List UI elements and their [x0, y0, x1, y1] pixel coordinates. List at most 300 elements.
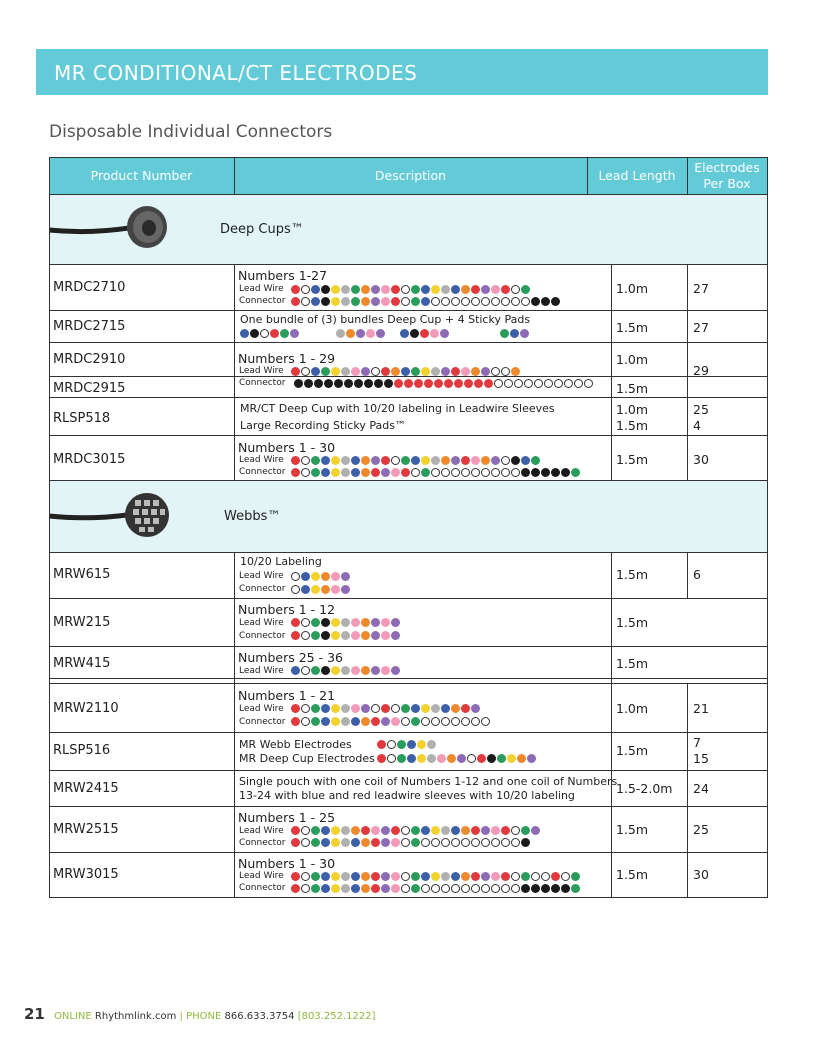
- color-dot: [511, 285, 520, 294]
- color-dot: [301, 717, 310, 726]
- color-dot: [331, 618, 340, 627]
- color-dot: [441, 704, 450, 713]
- lead-wire-color-dots: [291, 825, 540, 835]
- color-dot: [481, 367, 490, 376]
- color-dot: [321, 367, 330, 376]
- color-dot: [371, 872, 380, 881]
- lead-length: 1.5-2.0m: [616, 781, 673, 796]
- color-dot: [451, 838, 460, 847]
- row-line-1: MR Webb Electrodes: [239, 738, 352, 751]
- color-dot: [371, 666, 380, 675]
- product-number: MRDC2715: [53, 319, 126, 334]
- table-rule: [49, 897, 768, 898]
- connector-color-dots: [294, 378, 593, 388]
- color-dot: [371, 285, 380, 294]
- row-title: One bundle of (3) bundles Deep Cup + 4 Sticky Pads: [240, 313, 531, 326]
- color-dot: [291, 468, 300, 477]
- color-dot: [321, 704, 330, 713]
- color-dot: [301, 285, 310, 294]
- product-number: RLSP518: [53, 411, 111, 426]
- table-rule: [611, 264, 612, 480]
- color-dot: [301, 872, 310, 881]
- header-description: Description: [374, 168, 447, 183]
- color-dot: [471, 285, 480, 294]
- color-dot: [311, 666, 320, 675]
- connector-color-dots: [291, 467, 580, 477]
- color-dot: [521, 884, 530, 893]
- color-dot: [521, 285, 530, 294]
- table-rule: [49, 770, 768, 771]
- color-dot: [341, 468, 350, 477]
- color-dot: [514, 379, 523, 388]
- color-dot: [301, 585, 310, 594]
- color-dot: [481, 717, 490, 726]
- color-dot: [301, 367, 310, 376]
- color-dot: [411, 704, 420, 713]
- section-label-webbs: Webbs™: [224, 509, 281, 524]
- electrodes-per-box: 6: [693, 567, 701, 582]
- header-lead-length: Lead Length: [598, 168, 676, 183]
- color-dot: [500, 329, 509, 338]
- color-dot: [521, 872, 530, 881]
- electrodes-per-box: 30: [693, 452, 709, 467]
- color-dot: [397, 740, 406, 749]
- color-dot: [441, 717, 450, 726]
- row-title: Numbers 1 - 12: [238, 602, 336, 617]
- color-dot: [511, 468, 520, 477]
- color-dot: [344, 379, 353, 388]
- color-dot: [361, 618, 370, 627]
- color-dot: [427, 740, 436, 749]
- row-title: Numbers 1 - 29: [238, 351, 336, 366]
- color-dot: [487, 754, 496, 763]
- electrodes-per-box: 27: [693, 281, 709, 296]
- color-dot: [341, 717, 350, 726]
- color-dot: [391, 838, 400, 847]
- color-dot: [341, 585, 350, 594]
- color-dot: [391, 297, 400, 306]
- color-dot: [501, 468, 510, 477]
- color-dot: [391, 884, 400, 893]
- color-dot: [291, 456, 300, 465]
- table-rule: [767, 157, 768, 898]
- connector-label: Connector: [239, 717, 286, 727]
- color-dot: [321, 285, 330, 294]
- color-dot: [421, 297, 430, 306]
- page-number: 21: [24, 1005, 45, 1023]
- electrodes-per-box: 25: [693, 822, 709, 837]
- color-dot: [541, 872, 550, 881]
- color-dot: [354, 379, 363, 388]
- table-rule: [587, 157, 588, 194]
- color-dot: [401, 285, 410, 294]
- table-rule: [234, 264, 235, 480]
- color-dot: [371, 367, 380, 376]
- color-dot: [311, 838, 320, 847]
- color-dot: [381, 468, 390, 477]
- color-dot: [461, 468, 470, 477]
- table-rule: [687, 683, 688, 897]
- lead-wire-color-dots: [291, 871, 580, 881]
- color-dot: [331, 297, 340, 306]
- electrodes-per-box: 29: [693, 363, 709, 378]
- color-dot: [421, 872, 430, 881]
- color-dot: [481, 872, 490, 881]
- color-dot: [531, 872, 540, 881]
- color-dot: [351, 666, 360, 675]
- color-dot: [381, 285, 390, 294]
- lead-wire-color-dots: [291, 284, 530, 294]
- color-dot: [411, 826, 420, 835]
- table-rule: [234, 157, 235, 194]
- color-dot: [270, 329, 279, 338]
- color-dot: [391, 468, 400, 477]
- color-dot: [491, 884, 500, 893]
- color-dot: [491, 838, 500, 847]
- color-dot: [524, 379, 533, 388]
- color-dot: [531, 468, 540, 477]
- lead-wire-label: Lead Wire: [239, 571, 284, 581]
- product-number: MRDC3015: [53, 452, 126, 467]
- color-dot: [301, 631, 310, 640]
- color-dot: [384, 379, 393, 388]
- table-rule: [49, 678, 768, 679]
- product-number: RLSP516: [53, 743, 111, 758]
- color-dot: [471, 717, 480, 726]
- table-rule: [49, 157, 50, 898]
- section-subtitle: Disposable Individual Connectors: [49, 122, 333, 142]
- color-dot: [431, 285, 440, 294]
- connector-color-dots: [291, 630, 400, 640]
- color-dot: [410, 329, 419, 338]
- footer-separator: |: [179, 1011, 183, 1022]
- connector-color-dots: [291, 584, 350, 594]
- color-dot: [461, 872, 470, 881]
- color-dot: [461, 884, 470, 893]
- color-dot: [421, 838, 430, 847]
- color-dot: [341, 285, 350, 294]
- color-dot: [417, 754, 426, 763]
- electrodes-per-box: 27: [693, 320, 709, 335]
- color-dot: [351, 884, 360, 893]
- color-dot: [501, 884, 510, 893]
- color-dot: [401, 704, 410, 713]
- connector-color-dots: [291, 716, 490, 726]
- header-electrodes: [687, 160, 767, 192]
- color-dot: [391, 872, 400, 881]
- color-dot: [376, 329, 385, 338]
- color-dot: [401, 884, 410, 893]
- color-dot: [336, 329, 345, 338]
- webb-color-dots: [377, 739, 436, 749]
- color-dot: [381, 456, 390, 465]
- product-number: MRW3015: [53, 867, 119, 882]
- color-dot: [431, 456, 440, 465]
- color-dot: [294, 379, 303, 388]
- product-number: MRDC2910: [53, 352, 126, 367]
- row-line-1: MR/CT Deep Cup with 10/20 labeling in Leadwire Sleeves: [240, 402, 555, 415]
- color-dot: [461, 456, 470, 465]
- table-rule: [49, 397, 768, 398]
- color-dot: [584, 379, 593, 388]
- color-dot: [541, 297, 550, 306]
- color-dot: [341, 631, 350, 640]
- row-line-2: Large Recording Sticky Pads™: [240, 419, 406, 432]
- color-dot: [321, 468, 330, 477]
- color-dot: [391, 456, 400, 465]
- color-dot: [404, 379, 413, 388]
- color-dot: [521, 297, 530, 306]
- color-dot: [420, 329, 429, 338]
- color-dot: [291, 717, 300, 726]
- lead-wire-label: Lead Wire: [239, 704, 284, 714]
- color-dot: [434, 379, 443, 388]
- color-dot: [321, 826, 330, 835]
- color-dot: [527, 754, 536, 763]
- electrodes-per-box-1: 7: [693, 735, 701, 750]
- color-dot: [414, 379, 423, 388]
- color-dot: [331, 838, 340, 847]
- online-label: ONLINE: [54, 1011, 92, 1022]
- color-dot: [401, 456, 410, 465]
- lead-wire-label: Lead Wire: [239, 666, 284, 676]
- color-dot: [291, 618, 300, 627]
- lead-wire-color-dots: [291, 366, 520, 376]
- color-dot: [501, 285, 510, 294]
- lead-wire-color-dots: [291, 703, 480, 713]
- color-dot: [331, 572, 340, 581]
- color-dot: [411, 717, 420, 726]
- color-dot: [381, 367, 390, 376]
- table-rule: [687, 157, 688, 194]
- color-dot: [351, 631, 360, 640]
- connector-label: Connector: [239, 631, 286, 641]
- color-dot: [451, 884, 460, 893]
- row-title: Numbers 1 - 30: [238, 440, 336, 455]
- website-link[interactable]: Rhythmlink.com: [94, 1011, 177, 1022]
- color-dot: [371, 456, 380, 465]
- color-dot: [461, 704, 470, 713]
- color-dot: [341, 572, 350, 581]
- color-dot: [301, 468, 310, 477]
- color-dot: [441, 456, 450, 465]
- connector-label: Connector: [239, 584, 286, 594]
- color-dot: [361, 631, 370, 640]
- color-dot: [291, 297, 300, 306]
- color-dot: [431, 297, 440, 306]
- color-dot: [441, 872, 450, 881]
- color-dot: [361, 826, 370, 835]
- color-dot: [531, 826, 540, 835]
- color-dot: [471, 456, 480, 465]
- color-dot: [471, 468, 480, 477]
- table-rule: [49, 806, 768, 807]
- color-dot: [501, 297, 510, 306]
- connector-label: Connector: [239, 883, 286, 893]
- color-dot: [440, 329, 449, 338]
- color-dot: [381, 884, 390, 893]
- color-dot: [341, 826, 350, 835]
- color-dot: [481, 826, 490, 835]
- connector-label: Connector: [239, 378, 286, 388]
- color-dot: [571, 884, 580, 893]
- product-number: MRW2515: [53, 822, 119, 837]
- lead-length: 1.5m: [616, 381, 649, 396]
- color-dot: [517, 754, 526, 763]
- color-dot: [341, 872, 350, 881]
- color-dot: [411, 456, 420, 465]
- color-dot: [421, 884, 430, 893]
- color-dot: [351, 297, 360, 306]
- color-dot: [366, 329, 375, 338]
- color-dot: [250, 329, 259, 338]
- color-dot: [554, 379, 563, 388]
- color-dot: [291, 631, 300, 640]
- color-dot: [461, 367, 470, 376]
- color-dot: [391, 717, 400, 726]
- color-dot: [311, 468, 320, 477]
- color-dot: [431, 468, 440, 477]
- page-footer: [24, 1005, 376, 1023]
- color-dot: [381, 826, 390, 835]
- color-dot: [321, 618, 330, 627]
- color-dot: [311, 826, 320, 835]
- color-dot: [551, 297, 560, 306]
- color-dot: [531, 884, 540, 893]
- color-dot: [520, 329, 529, 338]
- color-dot: [441, 884, 450, 893]
- color-dot: [481, 285, 490, 294]
- color-dot: [311, 297, 320, 306]
- color-dot: [411, 367, 420, 376]
- color-dot: [311, 631, 320, 640]
- electrodes-per-box-1: 25: [693, 402, 709, 417]
- color-dot: [431, 704, 440, 713]
- color-dot: [260, 329, 269, 338]
- color-dot: [341, 367, 350, 376]
- color-dot: [391, 618, 400, 627]
- lead-length: 1.0m: [616, 281, 649, 296]
- color-dot: [321, 572, 330, 581]
- color-dot: [401, 367, 410, 376]
- table-rule: [49, 342, 768, 343]
- color-dot: [291, 884, 300, 893]
- color-dot: [301, 838, 310, 847]
- color-dot: [401, 297, 410, 306]
- lead-length: 1.5m: [616, 567, 649, 582]
- color-dot: [341, 618, 350, 627]
- table-rule: [49, 646, 768, 647]
- color-dot: [471, 367, 480, 376]
- lead-length: 1.5m: [616, 822, 649, 837]
- color-dot: [407, 740, 416, 749]
- color-dot: [311, 585, 320, 594]
- color-dot: [441, 367, 450, 376]
- color-dot: [461, 826, 470, 835]
- table-rule: [234, 552, 235, 897]
- color-dot: [291, 666, 300, 675]
- electrodes-per-box: 21: [693, 701, 709, 716]
- header-electrodes-line1: Electrodes: [694, 160, 760, 175]
- color-dot: [431, 367, 440, 376]
- color-dot: [341, 666, 350, 675]
- color-dot: [341, 704, 350, 713]
- color-dot: [371, 468, 380, 477]
- lead-wire-color-dots: [291, 571, 350, 581]
- connector-color-dots: [291, 296, 560, 306]
- color-dot: [561, 468, 570, 477]
- phone-label: PHONE: [186, 1011, 222, 1022]
- color-dot: [491, 285, 500, 294]
- color-dot: [521, 468, 530, 477]
- color-dot: [301, 666, 310, 675]
- color-dot: [521, 838, 530, 847]
- color-dot: [321, 631, 330, 640]
- connector-color-dots: [291, 883, 580, 893]
- lead-wire-label: Lead Wire: [239, 455, 284, 465]
- color-dot: [481, 456, 490, 465]
- color-dot: [511, 297, 520, 306]
- color-dot: [431, 872, 440, 881]
- color-dot: [471, 884, 480, 893]
- color-dot: [334, 379, 343, 388]
- table-rule: [611, 552, 612, 897]
- color-dot: [551, 872, 560, 881]
- color-dot: [361, 666, 370, 675]
- color-dot: [371, 704, 380, 713]
- color-dot: [471, 838, 480, 847]
- color-dot: [421, 456, 430, 465]
- deep-cup-color-dots: [377, 753, 536, 763]
- color-dot: [521, 456, 530, 465]
- color-dot: [331, 456, 340, 465]
- color-dot: [291, 704, 300, 713]
- header-product-number: Product Number: [90, 168, 193, 183]
- color-dot: [494, 379, 503, 388]
- color-dot: [511, 884, 520, 893]
- color-dot: [381, 297, 390, 306]
- color-dot: [451, 297, 460, 306]
- lead-wire-label: Lead Wire: [239, 284, 284, 294]
- table-rule: [687, 264, 688, 480]
- color-dot: [411, 838, 420, 847]
- color-dot: [441, 838, 450, 847]
- color-dot: [454, 379, 463, 388]
- color-dot: [304, 379, 313, 388]
- color-dot: [501, 838, 510, 847]
- table-rule: [687, 552, 688, 598]
- color-dot: [457, 754, 466, 763]
- table-rule: [49, 376, 768, 377]
- color-dot: [291, 826, 300, 835]
- color-dot: [351, 456, 360, 465]
- color-dot: [441, 826, 450, 835]
- table-rule: [49, 683, 768, 684]
- color-dot: [551, 468, 560, 477]
- color-dot: [381, 666, 390, 675]
- color-dot: [341, 838, 350, 847]
- color-dot: [441, 285, 450, 294]
- lead-wire-label: Lead Wire: [239, 871, 284, 881]
- lead-length-1: 1.0m: [616, 402, 649, 417]
- table-rule: [49, 310, 768, 311]
- color-dot: [290, 329, 299, 338]
- color-dot: [311, 285, 320, 294]
- lead-length: 1.5m: [616, 452, 649, 467]
- lead-length: 1.5m: [616, 615, 649, 630]
- color-dot: [571, 468, 580, 477]
- color-dot: [411, 285, 420, 294]
